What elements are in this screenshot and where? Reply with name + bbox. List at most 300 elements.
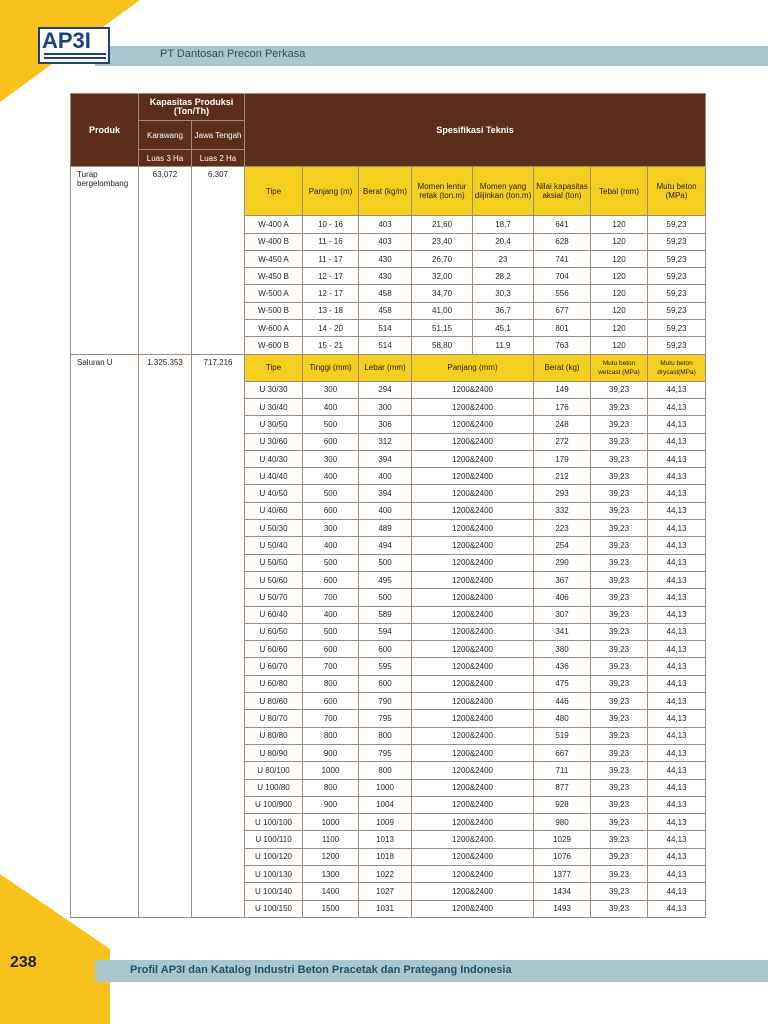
logo-line <box>44 57 106 59</box>
table-cell: 1200&2400 <box>412 796 534 813</box>
table-cell: 44,13 <box>648 762 706 779</box>
table-cell: U 40/40 <box>245 468 303 485</box>
table-cell: 795 <box>359 744 412 761</box>
table-cell: U 50/60 <box>245 571 303 588</box>
table-cell: 44,13 <box>648 710 706 727</box>
logo-line <box>44 53 106 55</box>
table-cell: 1200&2400 <box>412 468 534 485</box>
table-cell: 44,13 <box>648 381 706 398</box>
turap-col-header: Nilai kapasitas aksial (ton) <box>534 167 591 216</box>
table-cell: U 100/150 <box>245 900 303 917</box>
table-cell: 212 <box>534 468 591 485</box>
table-cell: 290 <box>534 554 591 571</box>
table-cell: 430 <box>359 250 412 267</box>
table-cell: 1200&2400 <box>412 865 534 882</box>
table-cell: 21,60 <box>412 216 473 233</box>
table-cell: 514 <box>359 320 412 337</box>
table-cell: 556 <box>534 285 591 302</box>
table-cell: W-600 B <box>245 337 303 354</box>
table-cell: 300 <box>303 450 359 467</box>
table-cell: 1200&2400 <box>412 623 534 640</box>
table-cell: 44,13 <box>648 693 706 710</box>
table-cell: 15 - 21 <box>303 337 359 354</box>
table-cell: 39,23 <box>591 796 648 813</box>
table-cell: 800 <box>359 727 412 744</box>
table-cell: U 80/90 <box>245 744 303 761</box>
table-cell: 44,13 <box>648 675 706 692</box>
table-cell: 400 <box>303 398 359 415</box>
table-cell: 44,13 <box>648 468 706 485</box>
table-cell: W-500 B <box>245 302 303 319</box>
table-cell: 59,23 <box>648 337 706 354</box>
table-cell: 595 <box>359 658 412 675</box>
table-cell: 458 <box>359 285 412 302</box>
table-cell: 495 <box>359 571 412 588</box>
table-cell: 1200&2400 <box>412 450 534 467</box>
table-cell: 120 <box>591 216 648 233</box>
table-cell: 30,3 <box>473 285 534 302</box>
table-cell: 44,13 <box>648 900 706 917</box>
table-cell: 44,13 <box>648 589 706 606</box>
table-cell: 367 <box>534 571 591 588</box>
table-cell: 44,13 <box>648 520 706 537</box>
table-cell: 500 <box>303 623 359 640</box>
table-cell: 39,23 <box>591 710 648 727</box>
table-cell: 254 <box>534 537 591 554</box>
table-cell: 293 <box>534 485 591 502</box>
table-cell: U 100/130 <box>245 865 303 882</box>
footer-title: Profil AP3I dan Katalog Industri Beton Pracetak dan Prategang Indonesia <box>130 964 512 976</box>
table-cell: 39,23 <box>591 433 648 450</box>
table-cell: 39,23 <box>591 537 648 554</box>
table-cell: 294 <box>359 381 412 398</box>
company-name: PT Dantosan Precon Perkasa <box>160 48 306 60</box>
turap-col-header: Panjang (m) <box>303 167 359 216</box>
table-cell: 272 <box>534 433 591 450</box>
table-cell: U 30/50 <box>245 416 303 433</box>
table-cell: 39,23 <box>591 641 648 658</box>
table-cell: 1200&2400 <box>412 589 534 606</box>
table-cell: 500 <box>359 589 412 606</box>
table-cell: 641 <box>534 216 591 233</box>
table-cell: 36,7 <box>473 302 534 319</box>
table-cell: 11 - 17 <box>303 250 359 267</box>
table-cell: 179 <box>534 450 591 467</box>
table-cell: 45,1 <box>473 320 534 337</box>
col-header-kapasitas: Kapasitas Produksi (Ton/Th) <box>139 94 245 121</box>
table-cell: 1200&2400 <box>412 433 534 450</box>
table-cell: 41,00 <box>412 302 473 319</box>
table-cell: 39,23 <box>591 693 648 710</box>
table-cell: 44,13 <box>648 502 706 519</box>
capacity-karawang: 63.072 <box>139 167 192 354</box>
table-cell: 1200&2400 <box>412 571 534 588</box>
table-cell: 58,80 <box>412 337 473 354</box>
table-cell: 1004 <box>359 796 412 813</box>
table-cell: 39,23 <box>591 502 648 519</box>
table-cell: 59,23 <box>648 250 706 267</box>
table-cell: 39,23 <box>591 606 648 623</box>
table-cell: 430 <box>359 268 412 285</box>
table-cell: 700 <box>303 658 359 675</box>
product-name: Turap bergelombang <box>71 167 139 354</box>
table-cell: U 60/70 <box>245 658 303 675</box>
table-cell: 44,13 <box>648 848 706 865</box>
table-cell: U 50/40 <box>245 537 303 554</box>
table-cell: 1434 <box>534 883 591 900</box>
table-cell: 790 <box>359 693 412 710</box>
table-cell: 400 <box>303 468 359 485</box>
table-cell: 44,13 <box>648 727 706 744</box>
table-cell: 44,13 <box>648 485 706 502</box>
table-cell: 1493 <box>534 900 591 917</box>
table-cell: 44,13 <box>648 623 706 640</box>
table-cell: 600 <box>359 641 412 658</box>
table-cell: 120 <box>591 302 648 319</box>
saluran-col-header: Mutu beton wetcast (MPa) <box>591 354 648 381</box>
col-header-jawa-tengah: Jawa Tengah <box>192 121 245 150</box>
table-cell: 300 <box>359 398 412 415</box>
table-cell: 59,23 <box>648 302 706 319</box>
table-cell: 1200&2400 <box>412 848 534 865</box>
table-cell: 1200&2400 <box>412 520 534 537</box>
table-cell: 801 <box>534 320 591 337</box>
table-cell: 600 <box>303 502 359 519</box>
table-cell: 28,2 <box>473 268 534 285</box>
table-cell: 1031 <box>359 900 412 917</box>
header-row-1 <box>71 94 706 121</box>
table-cell: 628 <box>534 233 591 250</box>
table-cell: 44,13 <box>648 571 706 588</box>
table-cell: 149 <box>534 381 591 398</box>
table-cell: 1200&2400 <box>412 606 534 623</box>
table-cell: 341 <box>534 623 591 640</box>
table-cell: 928 <box>534 796 591 813</box>
table-cell: 600 <box>303 571 359 588</box>
turap-col-header: Berat (kg/m) <box>359 167 412 216</box>
table-cell: 39,23 <box>591 658 648 675</box>
col-header-luas-2: Luas 2 Ha <box>192 150 245 167</box>
table-cell: 446 <box>534 693 591 710</box>
table-cell: 1000 <box>359 779 412 796</box>
saluran-col-header: Berat (kg) <box>534 354 591 381</box>
table-cell: 44,13 <box>648 554 706 571</box>
table-cell: 176 <box>534 398 591 415</box>
table-cell: U 100/110 <box>245 831 303 848</box>
product-table <box>70 93 706 918</box>
table-cell: 44,13 <box>648 433 706 450</box>
table-cell: 1018 <box>359 848 412 865</box>
table-cell: 39,23 <box>591 831 648 848</box>
table-cell: 1200&2400 <box>412 658 534 675</box>
table-cell: 39,23 <box>591 589 648 606</box>
table-cell: 677 <box>534 302 591 319</box>
table-cell: 1200&2400 <box>412 537 534 554</box>
table-cell: 44,13 <box>648 416 706 433</box>
table-cell: 394 <box>359 450 412 467</box>
table-cell: 44,13 <box>648 537 706 554</box>
table-cell: 44,13 <box>648 814 706 831</box>
product-table-wrapper <box>70 93 705 918</box>
table-cell: 800 <box>303 727 359 744</box>
table-cell: 51,15 <box>412 320 473 337</box>
table-cell: 1200&2400 <box>412 727 534 744</box>
table-cell: U 80/60 <box>245 693 303 710</box>
table-cell: 44,13 <box>648 658 706 675</box>
table-cell: 39,23 <box>591 416 648 433</box>
table-cell: 480 <box>534 710 591 727</box>
table-cell: 500 <box>303 485 359 502</box>
table-cell: 1200&2400 <box>412 831 534 848</box>
table-cell: 1377 <box>534 865 591 882</box>
col-header-karawang: Karawang <box>139 121 192 150</box>
table-cell: 700 <box>303 710 359 727</box>
table-cell: U 50/50 <box>245 554 303 571</box>
table-cell: 500 <box>303 416 359 433</box>
table-cell: U 30/40 <box>245 398 303 415</box>
col-header-produk: Produk <box>71 94 139 167</box>
table-cell: 120 <box>591 320 648 337</box>
table-cell: 1200&2400 <box>412 502 534 519</box>
table-cell: 594 <box>359 623 412 640</box>
turap-col-header: Mutu beton (MPa) <box>648 167 706 216</box>
logo-text: AP3I <box>42 28 91 53</box>
table-cell: 489 <box>359 520 412 537</box>
table-cell: 667 <box>534 744 591 761</box>
table-cell: 1200&2400 <box>412 675 534 692</box>
table-cell: 39,23 <box>591 883 648 900</box>
col-header-luas-1: Luas 3 Ha <box>139 150 192 167</box>
table-cell: 39,23 <box>591 744 648 761</box>
product-name: Saluran U <box>71 354 139 917</box>
table-cell: 600 <box>303 641 359 658</box>
table-cell: 59,23 <box>648 268 706 285</box>
table-cell: 12 - 17 <box>303 268 359 285</box>
page-number: 238 <box>10 954 37 971</box>
table-cell: 1022 <box>359 865 412 882</box>
table-cell: 406 <box>534 589 591 606</box>
table-cell: 380 <box>534 641 591 658</box>
table-cell: 900 <box>303 796 359 813</box>
saluran-section <box>71 354 706 917</box>
table-cell: U 50/70 <box>245 589 303 606</box>
turap-col-header: Momen yang diijinkan (ton.m) <box>473 167 534 216</box>
table-cell: 494 <box>359 537 412 554</box>
table-cell: 14 - 20 <box>303 320 359 337</box>
table-cell: 59,23 <box>648 216 706 233</box>
table-cell: 1200&2400 <box>412 381 534 398</box>
table-cell: 44,13 <box>648 744 706 761</box>
table-cell: 39,23 <box>591 398 648 415</box>
table-cell: 1200&2400 <box>412 883 534 900</box>
table-cell: 44,13 <box>648 398 706 415</box>
table-cell: 300 <box>303 381 359 398</box>
table-cell: 400 <box>359 468 412 485</box>
table-cell: 1500 <box>303 900 359 917</box>
table-cell: 1200&2400 <box>412 416 534 433</box>
table-cell: 44,13 <box>648 865 706 882</box>
table-cell: 44,13 <box>648 641 706 658</box>
saluran-col-header: Mutu beton drycast(MPa) <box>648 354 706 381</box>
table-cell: W-500 A <box>245 285 303 302</box>
table-cell: U 60/60 <box>245 641 303 658</box>
table-cell: 1200&2400 <box>412 762 534 779</box>
turap-col-header: Tebal (mm) <box>591 167 648 216</box>
table-cell: U 30/30 <box>245 381 303 398</box>
table-cell: 1200&2400 <box>412 744 534 761</box>
table-cell: 39,23 <box>591 520 648 537</box>
table-cell: 514 <box>359 337 412 354</box>
table-cell: 800 <box>359 762 412 779</box>
turap-col-header: Momen lentur retak (ton.m) <box>412 167 473 216</box>
table-cell: 39,23 <box>591 468 648 485</box>
table-cell: 44,13 <box>648 831 706 848</box>
table-cell: 900 <box>303 744 359 761</box>
table-cell: U 60/50 <box>245 623 303 640</box>
table-cell: 39,23 <box>591 381 648 398</box>
table-cell: 458 <box>359 302 412 319</box>
saluran-col-header: Tinggi (mm) <box>303 354 359 381</box>
table-cell: 600 <box>303 433 359 450</box>
table-cell: U 60/80 <box>245 675 303 692</box>
table-cell: 44,13 <box>648 796 706 813</box>
table-cell: 1400 <box>303 883 359 900</box>
table-cell: 763 <box>534 337 591 354</box>
table-cell: 39,23 <box>591 554 648 571</box>
table-cell: 1029 <box>534 831 591 848</box>
table-cell: 306 <box>359 416 412 433</box>
table-cell: 394 <box>359 485 412 502</box>
turap-section <box>71 167 706 354</box>
table-cell: 39,23 <box>591 675 648 692</box>
col-header-spesifikasi: Spesifikasi Teknis <box>245 94 706 167</box>
table-cell: 18,7 <box>473 216 534 233</box>
table-cell: 10 - 16 <box>303 216 359 233</box>
table-cell: 800 <box>303 779 359 796</box>
table-cell: 403 <box>359 216 412 233</box>
table-cell: 1200&2400 <box>412 900 534 917</box>
table-cell: 436 <box>534 658 591 675</box>
table-cell: 475 <box>534 675 591 692</box>
table-cell: 120 <box>591 337 648 354</box>
table-cell: 11,9 <box>473 337 534 354</box>
table-cell: 980 <box>534 814 591 831</box>
table-cell: U 40/60 <box>245 502 303 519</box>
saluran-col-header: Lebar (mm) <box>359 354 412 381</box>
table-cell: 300 <box>303 520 359 537</box>
saluran-col-header: Panjang (mm) <box>412 354 534 381</box>
table-cell: U 50/30 <box>245 520 303 537</box>
table-cell: 877 <box>534 779 591 796</box>
table-cell: 20,4 <box>473 233 534 250</box>
table-cell: U 100/80 <box>245 779 303 796</box>
table-cell: 120 <box>591 268 648 285</box>
table-cell: 600 <box>359 675 412 692</box>
table-cell: U 100/100 <box>245 814 303 831</box>
table-cell: 1000 <box>303 814 359 831</box>
table-cell: U 40/50 <box>245 485 303 502</box>
table-cell: U 100/140 <box>245 883 303 900</box>
table-cell: U 40/30 <box>245 450 303 467</box>
table-cell: 400 <box>359 502 412 519</box>
table-cell: 34,70 <box>412 285 473 302</box>
table-cell: W-450 A <box>245 250 303 267</box>
table-cell: U 30/60 <box>245 433 303 450</box>
table-cell: 44,13 <box>648 779 706 796</box>
saluran-col-header: Tipe <box>245 354 303 381</box>
corner-decoration-bottom <box>0 874 110 1024</box>
table-cell: W-400 B <box>245 233 303 250</box>
table-cell: 39,23 <box>591 865 648 882</box>
table-cell: 711 <box>534 762 591 779</box>
table-cell: W-400 A <box>245 216 303 233</box>
table-cell: 1200&2400 <box>412 485 534 502</box>
saluran-subheader-row <box>71 354 706 381</box>
table-cell: 59,23 <box>648 320 706 337</box>
table-cell: W-600 A <box>245 320 303 337</box>
table-cell: U 60/40 <box>245 606 303 623</box>
table-cell: 519 <box>534 727 591 744</box>
table-cell: 1200&2400 <box>412 554 534 571</box>
table-cell: 39,23 <box>591 727 648 744</box>
table-cell: 307 <box>534 606 591 623</box>
capacity-jawa-tengah: 717.216 <box>192 354 245 917</box>
table-cell: U 80/70 <box>245 710 303 727</box>
table-cell: U 100/120 <box>245 848 303 865</box>
table-cell: 44,13 <box>648 606 706 623</box>
table-cell: 800 <box>303 675 359 692</box>
table-cell: 120 <box>591 233 648 250</box>
table-cell: 1200&2400 <box>412 398 534 415</box>
table-cell: 39,23 <box>591 900 648 917</box>
table-cell: 589 <box>359 606 412 623</box>
table-cell: U 80/100 <box>245 762 303 779</box>
table-cell: 403 <box>359 233 412 250</box>
table-cell: 1200&2400 <box>412 710 534 727</box>
table-cell: 400 <box>303 537 359 554</box>
table-cell: 500 <box>303 554 359 571</box>
table-cell: 400 <box>303 606 359 623</box>
table-cell: 39,23 <box>591 779 648 796</box>
turap-subheader-row <box>71 167 706 216</box>
table-cell: 1300 <box>303 865 359 882</box>
table-cell: 39,23 <box>591 485 648 502</box>
table-cell: 39,23 <box>591 623 648 640</box>
table-cell: 1076 <box>534 848 591 865</box>
table-cell: 795 <box>359 710 412 727</box>
table-cell: 1200&2400 <box>412 779 534 796</box>
ap3i-logo <box>38 27 110 64</box>
table-cell: 1027 <box>359 883 412 900</box>
table-cell: 32,00 <box>412 268 473 285</box>
table-cell: 1000 <box>303 762 359 779</box>
table-cell: 1200&2400 <box>412 814 534 831</box>
table-cell: 39,23 <box>591 571 648 588</box>
table-cell: 1100 <box>303 831 359 848</box>
turap-col-header: Tipe <box>245 167 303 216</box>
table-cell: U 80/80 <box>245 727 303 744</box>
table-cell: 13 - 18 <box>303 302 359 319</box>
table-cell: 1013 <box>359 831 412 848</box>
capacity-karawang: 1.325.353 <box>139 354 192 917</box>
table-cell: 59,23 <box>648 285 706 302</box>
table-cell: 11 - 16 <box>303 233 359 250</box>
table-cell: 12 - 17 <box>303 285 359 302</box>
table-cell: 248 <box>534 416 591 433</box>
table-cell: 700 <box>303 589 359 606</box>
table-cell: W-450 B <box>245 268 303 285</box>
table-cell: 741 <box>534 250 591 267</box>
